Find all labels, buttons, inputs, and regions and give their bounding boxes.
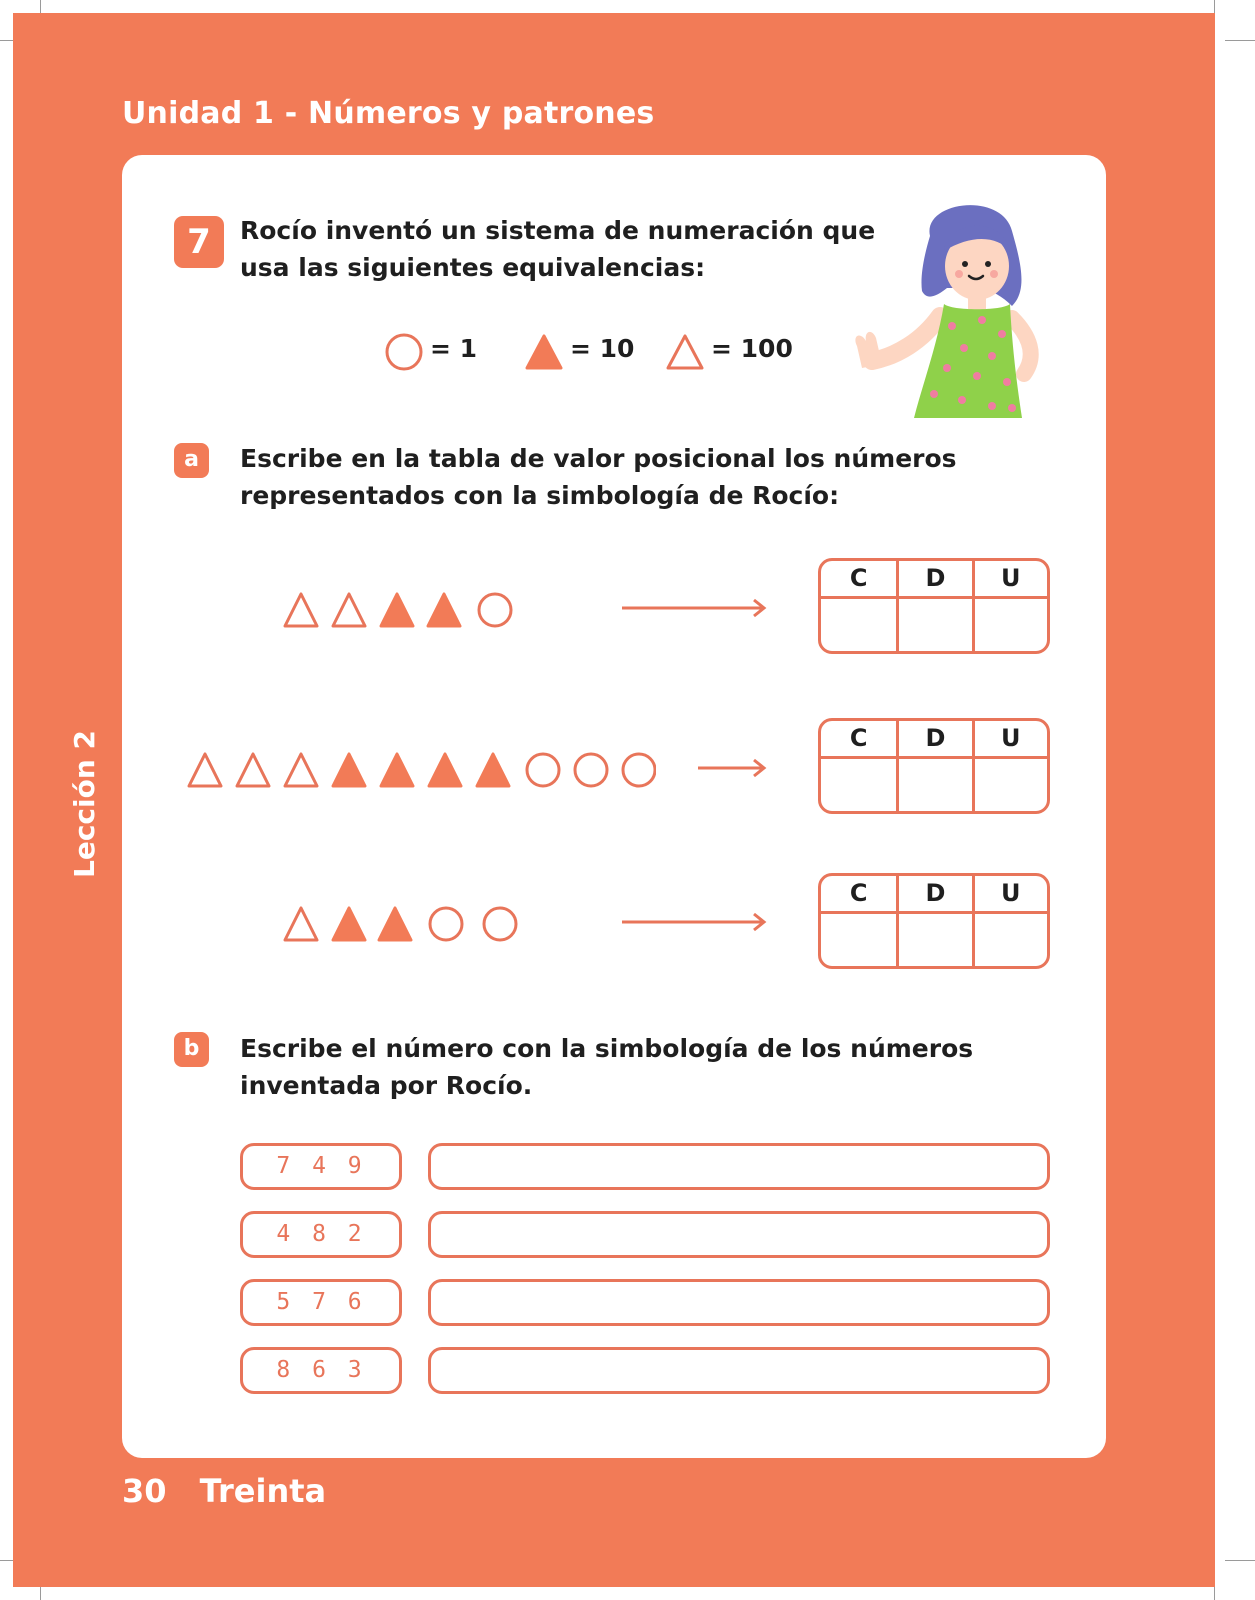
symbol-row-3 <box>282 904 522 948</box>
symbol-row-1 <box>282 590 522 634</box>
arrow-icon <box>696 756 770 780</box>
part-b-instruction-line: Escribe el número con la simbología de los números <box>240 1034 974 1063</box>
number-box: 8 6 3 <box>240 1347 402 1394</box>
place-value-table-3[interactable] <box>818 873 1050 969</box>
column-header: D <box>899 721 971 759</box>
column-header: U <box>975 561 1047 599</box>
lesson-tab: Lección 2 <box>68 729 101 878</box>
column-hundreds[interactable] <box>821 561 896 651</box>
circle-outline-icon <box>430 908 462 940</box>
triangle-filled-icon <box>477 754 509 786</box>
circle-outline-icon <box>384 332 424 372</box>
part-b-instruction-line: inventada por Rocío. <box>240 1071 533 1100</box>
answer-field[interactable] <box>428 1347 1050 1394</box>
column-header: U <box>975 876 1047 914</box>
column-header: D <box>899 876 971 914</box>
number-box: 7 4 9 <box>240 1143 402 1190</box>
page-number: 30 <box>122 1472 167 1510</box>
triangle-outline-icon <box>285 594 317 626</box>
circle-outline-icon <box>575 754 607 786</box>
girl-illustration <box>852 196 1062 436</box>
column-units[interactable] <box>972 561 1047 651</box>
exercise-prompt <box>240 212 875 286</box>
part-b-instruction <box>240 1030 973 1104</box>
triangle-filled-icon <box>333 908 365 940</box>
answer-field[interactable] <box>428 1143 1050 1190</box>
triangle-filled-icon <box>524 332 564 372</box>
triangle-outline-icon <box>665 332 705 372</box>
symbol-row-2 <box>186 750 656 794</box>
triangle-filled-icon <box>381 594 413 626</box>
circle-outline-icon <box>623 754 655 786</box>
circle-outline-icon <box>527 754 559 786</box>
page-word: Treinta <box>199 1472 327 1510</box>
symbol-sequence <box>186 750 656 790</box>
arrow-icon <box>620 596 770 620</box>
page-footer <box>122 1472 326 1510</box>
crop-mark <box>1225 1560 1255 1561</box>
column-tens[interactable] <box>896 876 971 966</box>
column-units[interactable] <box>972 876 1047 966</box>
column-header: C <box>821 721 896 759</box>
column-tens[interactable] <box>896 721 971 811</box>
answer-field[interactable] <box>428 1279 1050 1326</box>
legend-label: = 1 <box>430 334 478 363</box>
part-b-badge: b <box>174 1032 209 1067</box>
symbol-sequence <box>282 904 522 944</box>
triangle-filled-icon <box>379 908 411 940</box>
circle-outline-icon <box>484 908 516 940</box>
crop-mark <box>1225 40 1255 41</box>
triangle-filled-icon <box>428 594 460 626</box>
place-value-table-2[interactable] <box>818 718 1050 814</box>
number-box: 4 8 2 <box>240 1211 402 1258</box>
triangle-outline-icon <box>285 754 317 786</box>
unit-title: Unidad 1 - Números y patrones <box>122 96 655 131</box>
column-hundreds[interactable] <box>821 721 896 811</box>
column-header: D <box>899 561 971 599</box>
place-value-table-1[interactable] <box>818 558 1050 654</box>
triangle-filled-icon <box>429 754 461 786</box>
exercise-prompt-line: usa las siguientes equivalencias: <box>240 253 706 282</box>
part-a-instruction <box>240 440 957 514</box>
exercise-prompt-line: Rocío inventó un sistema de numeración que <box>240 216 876 245</box>
exercise-number-badge: 7 <box>174 216 224 268</box>
arrow-icon <box>620 910 770 934</box>
triangle-outline-icon <box>189 754 221 786</box>
triangle-outline-icon <box>237 754 269 786</box>
legend-label: = 10 <box>570 334 635 363</box>
part-a-instruction-line: representados con la simbología de Rocío: <box>240 481 840 510</box>
triangle-outline-icon <box>285 908 317 940</box>
column-header: C <box>821 876 896 914</box>
column-tens[interactable] <box>896 561 971 651</box>
column-header: C <box>821 561 896 599</box>
triangle-outline-icon <box>333 594 365 626</box>
column-units[interactable] <box>972 721 1047 811</box>
part-a-badge: a <box>174 443 209 478</box>
circle-outline-icon <box>479 594 511 626</box>
symbol-sequence <box>282 590 522 630</box>
part-a-instruction-line: Escribe en la tabla de valor posicional los números <box>240 444 957 473</box>
column-header: U <box>975 721 1047 759</box>
column-hundreds[interactable] <box>821 876 896 966</box>
legend-label: = 100 <box>711 334 793 363</box>
answer-field[interactable] <box>428 1211 1050 1258</box>
number-box: 5 7 6 <box>240 1279 402 1326</box>
triangle-filled-icon <box>333 754 365 786</box>
triangle-filled-icon <box>381 754 413 786</box>
